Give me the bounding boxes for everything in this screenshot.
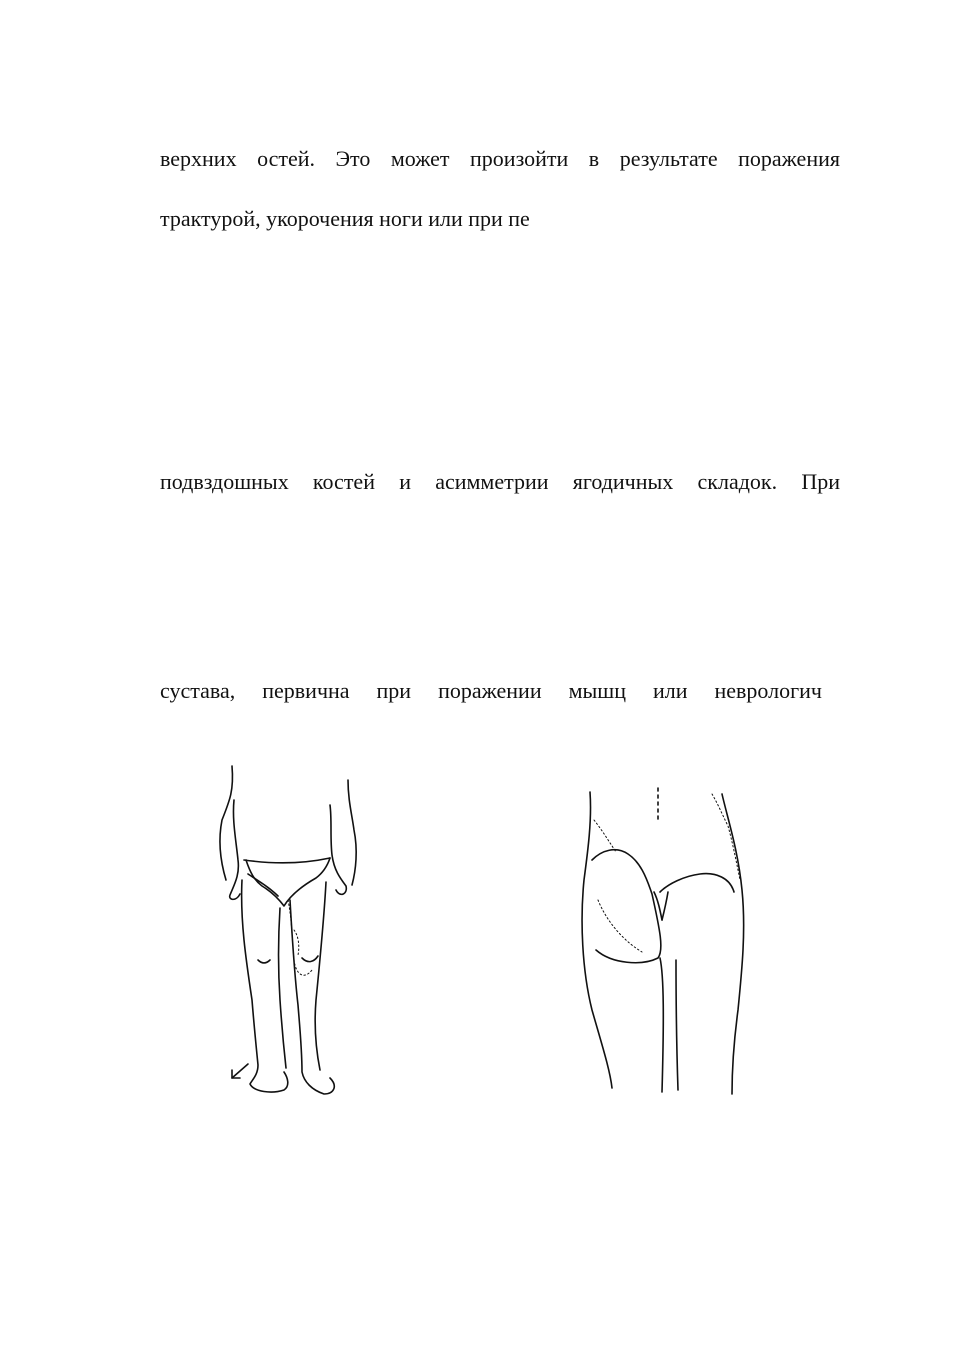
- text-line-4: сустава, первична при поражении мышц или неврологич: [160, 678, 822, 703]
- text-line-1: верхних остей. Это может произойти в результате поражения: [160, 146, 840, 171]
- text-line-3: подвздошных костей и асимметрии ягодичных складок. При: [160, 469, 840, 494]
- back-view-pelvis-illustration: [572, 780, 762, 1100]
- front-view-legs-illustration: [212, 760, 372, 1100]
- text-line-2: трактурой, укорочения ноги или при пе: [160, 206, 530, 231]
